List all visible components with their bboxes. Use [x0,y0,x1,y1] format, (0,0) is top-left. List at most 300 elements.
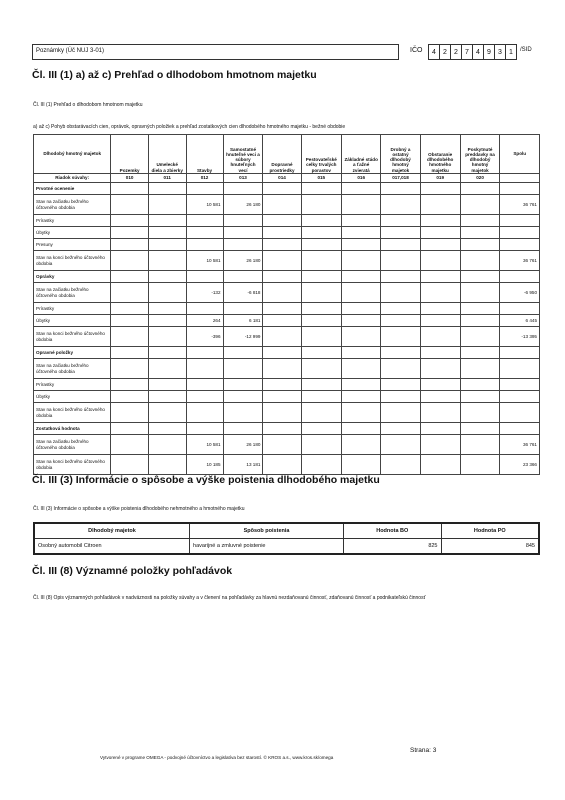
table-cell [148,455,186,475]
table-cell [186,359,223,379]
table-cell [500,215,540,227]
table-cell [111,251,149,271]
table-cell: 10 581 [186,251,223,271]
table-cell [342,423,381,435]
table-cell [460,215,500,227]
table-cell [381,403,420,423]
table-row [34,195,540,215]
table-cell [263,403,301,423]
ico-digit: 9 [483,44,495,60]
table-cell [148,359,186,379]
table-cell: 36 761 [500,195,540,215]
row-label: Opravné položky [34,347,111,359]
table-cell [420,239,460,251]
table-cell [460,251,500,271]
table-cell [420,283,460,303]
table-cell [342,379,381,391]
table-row [34,359,540,379]
ico-digit: 4 [472,44,484,60]
table-cell [460,271,500,283]
row-label: Prírastky [34,215,111,227]
table-cell [381,423,420,435]
table-cell [263,195,301,215]
column-header: Spolu [500,135,540,174]
table-cell [381,183,420,195]
table-cell: 26 180 [223,251,263,271]
table-row [34,251,540,271]
table-cell [148,251,186,271]
table-cell: 26 180 [223,195,263,215]
table-cell [420,303,460,315]
table-cell [500,391,540,403]
footer-text: Vytvorené v programe OMEGA - podvojné účtovníctvo a legislatíva bez starostí. © KROS a.s., www.kros.sk/omega [100,755,334,760]
row-label: Stav na konci bežného účtovného obdobia [34,455,111,475]
row-code: 010 [111,174,149,183]
table-cell [186,391,223,403]
table-cell [148,183,186,195]
table-cell [186,423,223,435]
table-cell [460,315,500,327]
table-cell [342,283,381,303]
table-cell [381,435,420,455]
table-cell: 6 181 [223,315,263,327]
table-cell [263,455,301,475]
table-cell: 10 185 [186,455,223,475]
table-cell [342,315,381,327]
table-cell [186,271,223,283]
column-header: Dopravné prostriedky [263,135,301,174]
ico-digit: 3 [494,44,506,60]
table-cell [500,403,540,423]
table-cell [420,251,460,271]
row-code: 020 [460,174,500,183]
table-cell [301,303,341,315]
table-cell [500,239,540,251]
table-cell [301,455,341,475]
table-cell [460,435,500,455]
table-cell [263,423,301,435]
table-cell [301,403,341,423]
table-cell [460,455,500,475]
insurance-table [33,522,540,555]
row-code: 019 [420,174,460,183]
table-cell [148,379,186,391]
row-label: Stav na začiatku bežného účtovného obdobia [34,359,111,379]
table-cell [381,271,420,283]
table-cell [148,215,186,227]
table-cell [420,347,460,359]
table-cell [301,391,341,403]
section-row [34,271,540,283]
column-header: Poskytnuté preddavky na dlhodobý hmotný majetok [460,135,500,174]
insurance-cell: 845 [441,539,539,555]
table-cell [186,403,223,423]
table-cell [223,403,263,423]
table-cell [186,215,223,227]
insurance-column-header: Hodnota BO [344,523,441,539]
table-cell: 36 761 [500,435,540,455]
table-row [34,391,540,403]
table-cell [263,315,301,327]
table-cell [186,379,223,391]
table-cell [381,227,420,239]
table-cell [148,315,186,327]
row-code: 016 [342,174,381,183]
ico-digit: 7 [461,44,473,60]
ico-digit: 4 [428,44,440,60]
table-row [34,315,540,327]
table-cell [301,423,341,435]
table-cell: -13 395 [500,327,540,347]
table-cell [460,227,500,239]
table-cell: -6 950 [500,283,540,303]
table-cell [223,391,263,403]
table-cell [263,347,301,359]
table-cell [111,271,149,283]
section2-subtitle: Čl. III (3) Informácie o spôsobe a výške poistenia dlhodobého nehmotného a hmotného majetku [33,506,245,512]
table-cell [342,359,381,379]
table-cell: -12 999 [223,327,263,347]
table-cell [111,435,149,455]
table-row [34,239,540,251]
row-label: Úbytky [34,227,111,239]
table-cell [111,379,149,391]
table-cell [460,391,500,403]
row-code [500,174,540,183]
table-cell [111,215,149,227]
table-cell [342,327,381,347]
table-cell [148,195,186,215]
table-cell [301,215,341,227]
column-header: Pestovateľské celky trvalých porastov [301,135,341,174]
table-cell [500,227,540,239]
table-cell [381,391,420,403]
section-row [34,183,540,195]
section1-subtitle: Čl. III (1) Prehľad o dlhodobom hmotnom majetku [33,102,143,108]
table-cell [420,183,460,195]
table-cell [381,215,420,227]
table-cell [263,227,301,239]
table-cell [263,435,301,455]
table-cell [420,271,460,283]
ico-label: IČO [410,47,423,54]
table-cell [111,315,149,327]
table-cell [381,359,420,379]
table-cell [111,239,149,251]
table-cell [342,183,381,195]
section3-text: Čl. III (8) Opis významných pohľadávok v nadväznosti na položky súvahy a v členení na pohľadávky za hlavnú nezdaňovanú činnosť, zdaňovanú činnosť a podnikateľskú činnosť [33,595,426,601]
table-cell [301,359,341,379]
table-cell [420,455,460,475]
ico-digit: 1 [505,44,517,60]
table-cell [420,327,460,347]
table-cell [223,379,263,391]
table-cell [263,327,301,347]
ico-digit: 2 [439,44,451,60]
table-cell [420,379,460,391]
table-cell [460,327,500,347]
section2-title: Čl. III (3) Informácie o spôsobe a výške poistenia dlhodobého majetku [32,474,380,486]
table-cell [420,315,460,327]
table-cell [111,195,149,215]
table-cell [500,379,540,391]
table-cell [186,183,223,195]
table-cell [342,239,381,251]
table-cell [301,195,341,215]
table-cell [381,195,420,215]
row-label: Stav na začiatku bežného účtovného obdobia [34,195,111,215]
insurance-column-header: Hodnota PO [441,523,539,539]
table-cell: 26 180 [223,435,263,455]
table-cell [381,327,420,347]
table-cell [460,347,500,359]
table-cell [460,283,500,303]
table-cell [500,271,540,283]
row-label: Stav na začiatku bežného účtovného obdobia [34,283,111,303]
table-cell [420,227,460,239]
row-label: Prírastky [34,379,111,391]
table-cell: 36 761 [500,251,540,271]
table1-caption: a) až c) Pohyb obstarávacích cien, oprávok, opravných položiek a prehľad zostatkových cien dlhodobého hmotného majetku - bežné obdobie [33,124,346,130]
table-cell [111,455,149,475]
table-cell [381,283,420,303]
table-cell [342,271,381,283]
table-cell [342,215,381,227]
table-cell [111,327,149,347]
table-cell: -396 [186,327,223,347]
table-row [34,455,540,475]
table-cell [342,403,381,423]
section-row [34,423,540,435]
row-code: 013 [223,174,263,183]
table-cell [263,303,301,315]
table-cell [381,455,420,475]
table-cell: -132 [186,283,223,303]
table-cell [111,403,149,423]
table-cell [381,347,420,359]
table-cell [148,403,186,423]
row-code: Riadok súvahy: [34,174,111,183]
table-cell [381,315,420,327]
column-header: Obstaranie dlhodobého hmotného majetku [420,135,460,174]
table-cell [148,435,186,455]
section1-title: Čl. III (1) a) až c) Prehľad o dlhodobom hmotnom majetku [32,69,317,81]
table-cell [263,271,301,283]
table-cell [186,347,223,359]
table-cell [301,347,341,359]
table-cell [301,271,341,283]
notes-header-box [32,44,399,60]
row-label: Stav na konci bežného účtovného obdobia [34,403,111,423]
table-cell [223,183,263,195]
table-cell [420,359,460,379]
table-cell: 6 445 [500,315,540,327]
table-cell [223,423,263,435]
table-cell [148,423,186,435]
insurance-column-header: Spôsob poistenia [190,523,344,539]
table-cell [301,379,341,391]
ico-digits [428,44,516,60]
column-header: Drobný a ostatný dlhodobý hmotný majetok [381,135,420,174]
row-code: 012 [186,174,223,183]
table-cell [263,215,301,227]
table-cell [342,251,381,271]
row-code: 017,018 [381,174,420,183]
row-label: Stav na konci bežného účtovného obdobia [34,327,111,347]
table-cell [342,303,381,315]
table-cell [263,379,301,391]
row-label: Stav na začiatku bežného účtovného obdobia [34,435,111,455]
row-label: Oprávky [34,271,111,283]
table-cell [420,215,460,227]
table-cell [342,347,381,359]
table-cell [342,455,381,475]
table-cell: 13 181 [223,455,263,475]
column-header: Stavby [186,135,223,174]
table-cell [420,195,460,215]
table-row [34,215,540,227]
insurance-column-header: Dlhodobý majetok [34,523,190,539]
table-cell [342,227,381,239]
column-header: Dlhodobý hmotný majetok [34,135,111,174]
table-cell [148,327,186,347]
table-cell: 10 581 [186,195,223,215]
table-cell [263,359,301,379]
table-cell [148,239,186,251]
table-cell [420,403,460,423]
table-cell [342,195,381,215]
table-cell [223,271,263,283]
table-cell [223,347,263,359]
table-row [34,379,540,391]
table-cell [460,183,500,195]
row-label: Zostatková hodnota [34,423,111,435]
row-label: Úbytky [34,315,111,327]
table-cell [301,283,341,303]
table-cell [420,435,460,455]
table-cell [111,359,149,379]
column-header: Samostatné hnuteľné veci a súbory hnuteľných vecí [223,135,263,174]
table-cell [301,251,341,271]
table-cell [186,239,223,251]
column-header: Umelecké diela a zbierky [148,135,186,174]
row-code: 015 [301,174,341,183]
ico-digit: 2 [450,44,462,60]
row-label: Stav na konci bežného účtovného obdobia [34,251,111,271]
column-header: Základné stádo a ťažné zvieratá [342,135,381,174]
insurance-cell: Osobný automobil Citroen [34,539,190,555]
table-cell [148,283,186,303]
table-cell [111,283,149,303]
table-cell: 10 581 [186,435,223,455]
table-cell [500,303,540,315]
table-cell [263,183,301,195]
table-row [34,435,540,455]
tangible-assets-table [33,134,540,475]
table-row [34,403,540,423]
table-cell [500,423,540,435]
table-cell [263,283,301,303]
table-cell [263,239,301,251]
table-cell [381,239,420,251]
table-cell [460,303,500,315]
table-cell [500,347,540,359]
table-cell [223,215,263,227]
table-cell [186,303,223,315]
table-cell [342,391,381,403]
table-cell [148,391,186,403]
table-cell [420,391,460,403]
table-cell [301,327,341,347]
table-cell [381,379,420,391]
table-cell [111,227,149,239]
table-cell [301,183,341,195]
table-row [34,227,540,239]
table-cell [111,423,149,435]
table-cell [111,183,149,195]
table-cell [420,423,460,435]
table-cell [500,183,540,195]
table-cell: 23 366 [500,455,540,475]
table-cell [223,359,263,379]
table-row [34,327,540,347]
row-code: 011 [148,174,186,183]
table-cell [111,347,149,359]
table-cell [263,251,301,271]
insurance-cell: havarijné a zmluvné poistenie [190,539,344,555]
table-cell [223,227,263,239]
table-cell [148,271,186,283]
table-cell [381,251,420,271]
table-cell [148,227,186,239]
row-label: Prvotné ocenenie [34,183,111,195]
notes-header-label: Poznámky (Úč NUJ 3-01) [36,48,105,54]
table-cell [186,227,223,239]
table-cell [223,239,263,251]
section-row [34,347,540,359]
table-cell [301,435,341,455]
table-cell [301,315,341,327]
table-cell [342,435,381,455]
table-cell [460,195,500,215]
table-row [34,283,540,303]
table-cell [460,423,500,435]
table-cell [301,239,341,251]
column-header: Pozemky [111,135,149,174]
page-number: Strana: 3 [410,747,437,754]
table-cell [500,359,540,379]
section3-title: Čl. III (8) Významné položky pohľadávok [32,565,233,577]
table-cell [148,347,186,359]
table-cell [460,403,500,423]
table-cell [148,303,186,315]
row-label: Presuny [34,239,111,251]
insurance-row [34,539,539,555]
table-cell [111,303,149,315]
table-cell [460,379,500,391]
table-cell [381,303,420,315]
table-cell: -6 818 [223,283,263,303]
table-cell [460,239,500,251]
table-cell [223,303,263,315]
row-code: 014 [263,174,301,183]
table-cell [460,359,500,379]
table-cell [111,391,149,403]
table-row [34,303,540,315]
row-label: Prírastky [34,303,111,315]
row-label: Úbytky [34,391,111,403]
table-cell [263,391,301,403]
